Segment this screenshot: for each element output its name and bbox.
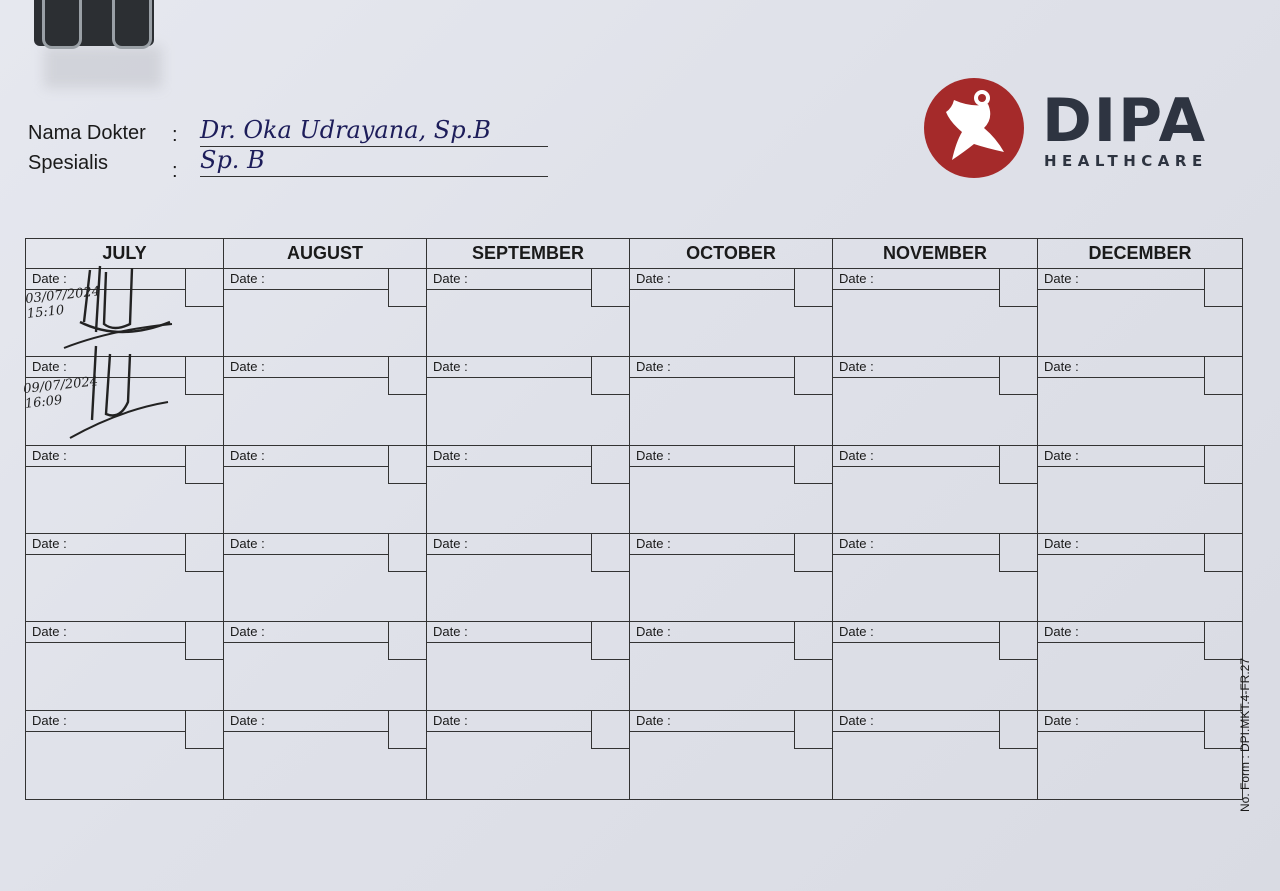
visit-slot-december-3[interactable] (1038, 446, 1242, 534)
initial-box[interactable] (185, 446, 223, 484)
month-header-october: OCTOBER (630, 239, 833, 269)
initial-box[interactable] (591, 711, 629, 749)
initial-box[interactable] (794, 357, 832, 395)
visit-slot-september-5[interactable] (427, 622, 630, 710)
date-line (26, 642, 185, 643)
date-line (630, 731, 794, 732)
date-line (833, 289, 999, 290)
initial-box[interactable] (388, 711, 426, 749)
initial-box[interactable] (185, 622, 223, 660)
date-label: Date : (839, 624, 874, 640)
date-label: Date : (839, 447, 874, 463)
visit-slot-november-1[interactable] (833, 269, 1038, 357)
visit-slot-august-5[interactable] (224, 622, 427, 710)
date-line (1038, 731, 1204, 732)
visit-slot-september-1[interactable] (427, 269, 630, 357)
date-label: Date : (839, 536, 874, 551)
date-label: Date : (636, 536, 671, 551)
binder-clip-handle-right (112, 0, 152, 49)
visit-slot-august-2[interactable] (224, 357, 427, 445)
visit-slot-october-4[interactable] (630, 534, 833, 622)
initial-box[interactable] (185, 269, 223, 307)
date-label: Date : (230, 624, 265, 640)
month-header-august: AUGUST (224, 239, 427, 269)
date-label: Date : (230, 536, 265, 551)
date-line (1038, 642, 1204, 643)
initial-box[interactable] (1204, 711, 1242, 749)
date-label: Date : (230, 447, 265, 463)
doctor-value: Dr. Oka Udrayana, Sp.B (200, 116, 491, 144)
initial-box[interactable] (1204, 534, 1242, 572)
initial-box[interactable] (794, 711, 832, 749)
initial-box[interactable] (185, 357, 223, 395)
initial-box[interactable] (1204, 269, 1242, 307)
initial-box[interactable] (794, 269, 832, 307)
initial-box[interactable] (999, 357, 1037, 395)
visit-slot-december-2[interactable] (1038, 357, 1242, 445)
initial-box[interactable] (591, 534, 629, 572)
date-label: Date : (32, 712, 67, 728)
initial-box[interactable] (185, 534, 223, 572)
july-entry-2-date: 09/07/2024 (22, 374, 99, 397)
visit-calendar-grid (22, 238, 1243, 800)
month-header-december: DECEMBER (1038, 239, 1242, 269)
specialty-colon: : (172, 160, 178, 182)
visit-slot-november-6[interactable] (833, 711, 1038, 799)
date-line (833, 377, 999, 378)
date-line (630, 289, 794, 290)
visit-slot-august-4[interactable] (224, 534, 427, 622)
visit-slot-september-2[interactable] (427, 357, 630, 445)
specialty-underline (200, 176, 548, 177)
initial-box[interactable] (1204, 357, 1242, 395)
date-label: Date : (1044, 624, 1079, 640)
july-entry-2-time: 16:09 (24, 393, 64, 412)
initial-box[interactable] (1204, 446, 1242, 484)
visit-slot-november-4[interactable] (833, 534, 1038, 622)
initial-box[interactable] (591, 269, 629, 307)
binder-clip-handle-left (42, 0, 82, 49)
month-header-july: JULY (26, 239, 224, 269)
initial-box[interactable] (388, 269, 426, 307)
date-label: Date : (1044, 536, 1079, 551)
visit-slot-july-4[interactable] (26, 534, 224, 622)
initial-box[interactable] (1204, 622, 1242, 660)
visit-slot-september-3[interactable] (427, 446, 630, 534)
date-label: Date : (433, 359, 468, 375)
visit-slot-october-6[interactable] (630, 711, 833, 799)
initial-box[interactable] (388, 534, 426, 572)
specialty-label: Spesialis (28, 152, 109, 174)
date-line (427, 377, 591, 378)
initial-box[interactable] (388, 357, 426, 395)
date-label: Date : (32, 624, 67, 640)
date-line (630, 466, 794, 467)
initial-box[interactable] (999, 622, 1037, 660)
visit-slot-september-4[interactable] (427, 534, 630, 622)
date-label: Date : (433, 447, 468, 463)
visit-slot-november-5[interactable] (833, 622, 1038, 710)
date-line (1038, 466, 1204, 467)
date-line (630, 642, 794, 643)
july-entry-2-signature (60, 340, 180, 440)
date-label: Date : (230, 712, 265, 728)
date-label: Date : (32, 447, 67, 463)
initial-box[interactable] (999, 534, 1037, 572)
date-label: Date : (636, 447, 671, 463)
date-line (224, 731, 388, 732)
date-line (630, 554, 794, 555)
date-line (224, 554, 388, 555)
date-label: Date : (433, 536, 468, 551)
date-label: Date : (839, 271, 874, 286)
date-label: Date : (32, 536, 67, 551)
date-line (833, 642, 999, 643)
binder-clip (34, 0, 154, 48)
date-line (1038, 289, 1204, 290)
date-line (833, 731, 999, 732)
date-line (427, 731, 591, 732)
date-line (1038, 554, 1204, 555)
visit-slot-december-1[interactable] (1038, 269, 1242, 357)
date-line (224, 642, 388, 643)
initial-box[interactable] (591, 446, 629, 484)
initial-box[interactable] (999, 446, 1037, 484)
date-line (427, 466, 591, 467)
date-line (224, 466, 388, 467)
dipa-logo (924, 78, 1254, 178)
dipa-brand: DIPA (1042, 86, 1208, 156)
date-line (427, 554, 591, 555)
initial-box[interactable] (388, 446, 426, 484)
date-label: Date : (636, 624, 671, 640)
date-label: Date : (32, 359, 67, 375)
date-line (427, 642, 591, 643)
clip-shadow (44, 46, 162, 88)
visit-slot-october-2[interactable] (630, 357, 833, 445)
initial-box[interactable] (388, 622, 426, 660)
date-label: Date : (1044, 712, 1079, 728)
date-line (224, 377, 388, 378)
visit-slot-december-5[interactable] (1038, 622, 1242, 710)
date-label: Date : (1044, 447, 1079, 463)
date-line (427, 289, 591, 290)
visit-slot-july-6[interactable] (26, 711, 224, 799)
initial-box[interactable] (591, 357, 629, 395)
july-entry-1-time: 15:10 (26, 303, 66, 322)
doctor-colon: : (172, 124, 178, 146)
date-label: Date : (636, 712, 671, 728)
initial-box[interactable] (794, 534, 832, 572)
date-line (833, 466, 999, 467)
specialty-value: Sp. B (200, 146, 265, 174)
date-label: Date : (839, 359, 874, 375)
form-number: No. Form : DPI.MKT.4-FR.27 (1238, 657, 1252, 812)
month-header-november: NOVEMBER (833, 239, 1038, 269)
visit-slot-december-4[interactable] (1038, 534, 1242, 622)
doctor-label: Nama Dokter (28, 122, 146, 144)
date-label: Date : (1044, 359, 1079, 375)
july-entry-1-date: 03/07/2024 (24, 284, 101, 307)
visit-slot-october-5[interactable] (630, 622, 833, 710)
visit-slot-october-1[interactable] (630, 269, 833, 357)
date-label: Date : (433, 624, 468, 640)
date-line (630, 377, 794, 378)
date-label: Date : (433, 712, 468, 728)
initial-box[interactable] (999, 269, 1037, 307)
date-label: Date : (839, 712, 874, 728)
date-label: Date : (636, 271, 671, 286)
date-label: Date : (1044, 271, 1079, 286)
visit-slot-july-5[interactable] (26, 622, 224, 710)
date-label: Date : (230, 359, 265, 375)
visit-slot-november-2[interactable] (833, 357, 1038, 445)
initial-box[interactable] (999, 711, 1037, 749)
initial-box[interactable] (794, 446, 832, 484)
visit-slot-august-3[interactable] (224, 446, 427, 534)
date-line (26, 466, 185, 467)
visit-slot-november-3[interactable] (833, 446, 1038, 534)
date-line (224, 289, 388, 290)
visit-slot-october-3[interactable] (630, 446, 833, 534)
month-header-september: SEPTEMBER (427, 239, 630, 269)
visit-slot-july-3[interactable] (26, 446, 224, 534)
date-label: Date : (230, 271, 265, 286)
dipa-sub: HEALTHCARE (1044, 152, 1208, 170)
dipa-logo-mark (924, 78, 1024, 178)
initial-box[interactable] (794, 622, 832, 660)
date-line (833, 554, 999, 555)
initial-box[interactable] (591, 622, 629, 660)
date-label: Date : (636, 359, 671, 375)
date-line (1038, 377, 1204, 378)
visit-slot-december-6[interactable] (1038, 711, 1242, 799)
july-entry-1-signature (60, 262, 180, 352)
date-label: Date : (32, 271, 67, 286)
visit-slot-august-1[interactable] (224, 269, 427, 357)
date-label: Date : (433, 271, 468, 286)
visit-slot-september-6[interactable] (427, 711, 630, 799)
visit-slot-august-6[interactable] (224, 711, 427, 799)
date-line (26, 731, 185, 732)
initial-box[interactable] (185, 711, 223, 749)
date-line (26, 554, 185, 555)
